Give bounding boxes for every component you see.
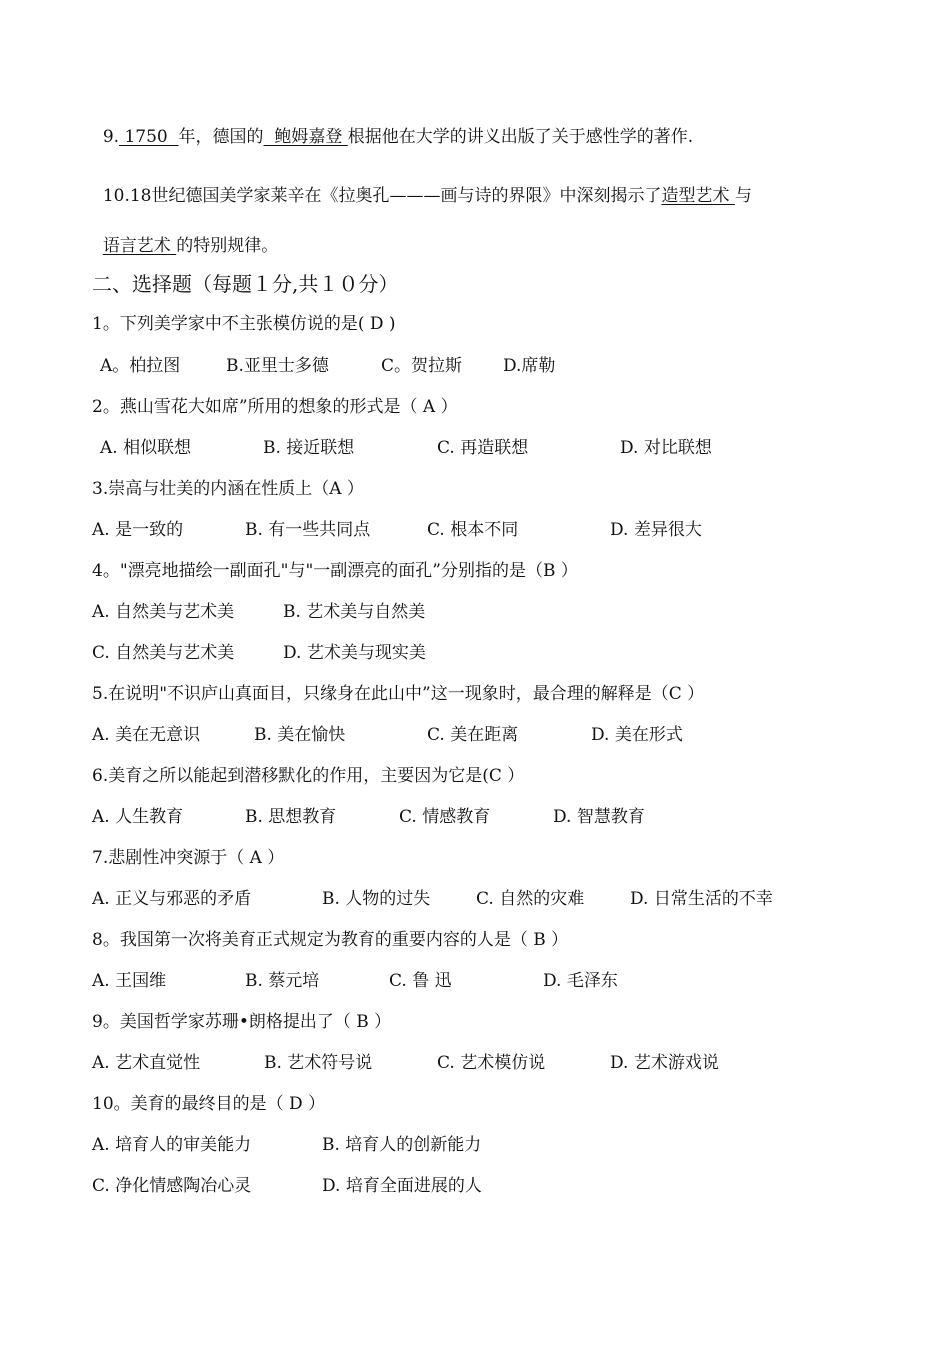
question-9-option-a: A. 艺术直觉性: [92, 1053, 201, 1073]
fill-q9-answer-person: 鲍姆嘉登: [263, 127, 348, 147]
question-3-stem: 3.崇高与壮美的内涵在性质上（A ）: [92, 479, 364, 499]
question-8-option-a: A. 王国维: [92, 971, 167, 991]
question-9-option-d: D. 艺术游戏说: [610, 1053, 719, 1073]
fill-q10-prefix: 10.18世纪德国美学家莱辛在《拉奥孔———画与诗的界限》中深刻揭示了: [102, 186, 662, 206]
question-1-option-a: A。柏拉图: [100, 356, 181, 376]
question-10-option-d: D. 培育全面进展的人: [322, 1176, 482, 1196]
question-5-option-d: D. 美在形式: [591, 725, 683, 745]
fill-q10-mid: 与: [734, 186, 752, 206]
question-6-option-d: D. 智慧教育: [553, 807, 645, 827]
question-6-option-b: B. 思想教育: [245, 807, 337, 827]
question-2-option-d: D. 对比联想: [620, 438, 712, 458]
question-5-option-c: C. 美在距离: [427, 725, 519, 745]
question-4-option-d: D. 艺术美与现实美: [283, 643, 426, 663]
question-4-stem: 4。"漂亮地描绘一副面孔"与"一副漂亮的面孔”分别指的是（B ）: [92, 561, 578, 581]
question-3-option-d: D. 差异很大: [610, 520, 702, 540]
question-4-option-b: B. 艺术美与自然美: [283, 602, 426, 622]
question-3-option-b: B. 有一些共同点: [245, 520, 371, 540]
question-9-stem: 9。美国哲学家苏珊•朗格提出了（ B ）: [92, 1012, 392, 1032]
question-8-option-c: C. 鲁 迅: [389, 971, 452, 991]
question-10-option-a: A. 培育人的审美能力: [92, 1135, 252, 1155]
question-5-stem: 5.在说明"不识庐山真面目，只缘身在此山中”这一现象时，最合理的解释是（C ）: [92, 684, 705, 704]
question-7-option-c: C. 自然的灾难: [476, 889, 585, 909]
question-10-option-b: B. 培育人的创新能力: [322, 1135, 482, 1155]
question-6-option-c: C. 情感教育: [399, 807, 491, 827]
fill-q10-suffix: 的特别规律。: [176, 236, 279, 256]
question-1-option-c: C。贺拉斯: [381, 356, 463, 376]
question-3-option-a: A. 是一致的: [92, 520, 184, 540]
question-4-option-a: A. 自然美与艺术美: [92, 602, 235, 622]
fill-question-10-line2: [92, 213, 278, 257]
question-8-option-d: D. 毛泽东: [543, 971, 618, 991]
question-6-stem: 6.美育之所以能起到潜移默化的作用，主要因为它是(C ）: [92, 766, 525, 786]
question-1-stem: 1。下列美学家中不主张模仿说的是( D ): [92, 314, 396, 334]
fill-q9-answer-year: 1750: [119, 127, 179, 147]
question-5-option-a: A. 美在无意识: [92, 725, 201, 745]
section-title: 二、选择题（每题１分,共１０分）: [92, 272, 399, 296]
fill-q10-answer-2: 语言艺术: [102, 236, 177, 256]
fill-q9-suffix: 根据他在大学的讲义出版了关于感性学的著作.: [347, 127, 694, 147]
question-2-stem: 2。燕山雪花大如席”所用的想象的形式是（ A ）: [92, 397, 458, 417]
fill-q9-mid: 年，德国的: [178, 127, 264, 147]
question-4-option-c: C. 自然美与艺术美: [92, 643, 235, 663]
question-9-option-c: C. 艺术模仿说: [437, 1053, 546, 1073]
question-2-option-c: C. 再造联想: [437, 438, 529, 458]
question-8-stem: 8。我国第一次将美育正式规定为教育的重要内容的人是（ B ）: [92, 930, 569, 950]
question-9-option-b: B. 艺术符号说: [264, 1053, 373, 1073]
fill-question-10-line1: [92, 163, 752, 207]
question-2-option-a: A. 相似联想: [100, 438, 192, 458]
question-3-option-c: C. 根本不同: [427, 520, 519, 540]
question-10-option-c: C. 净化情感陶冶心灵: [92, 1176, 252, 1196]
question-7-option-a: A. 正义与邪恶的矛盾: [92, 889, 252, 909]
question-2-option-b: B. 接近联想: [263, 438, 355, 458]
fill-q9-prefix: 9.: [102, 127, 120, 147]
question-10-stem: 10。美育的最终目的是（ D ）: [92, 1094, 326, 1114]
question-1-option-b: B.亚里士多德: [226, 356, 329, 376]
question-6-option-a: A. 人生教育: [92, 807, 184, 827]
question-7-stem: 7.悲剧性冲突源于（ A ）: [92, 848, 285, 868]
question-8-option-b: B. 蔡元培: [245, 971, 320, 991]
question-5-option-b: B. 美在愉快: [254, 725, 346, 745]
question-1-option-d: D.席勒: [503, 356, 556, 376]
question-7-option-b: B. 人物的过失: [322, 889, 431, 909]
fill-q10-answer-1: 造型艺术: [661, 186, 735, 206]
question-7-option-d: D. 日常生活的不幸: [630, 889, 773, 909]
fill-question-9: [92, 104, 693, 148]
